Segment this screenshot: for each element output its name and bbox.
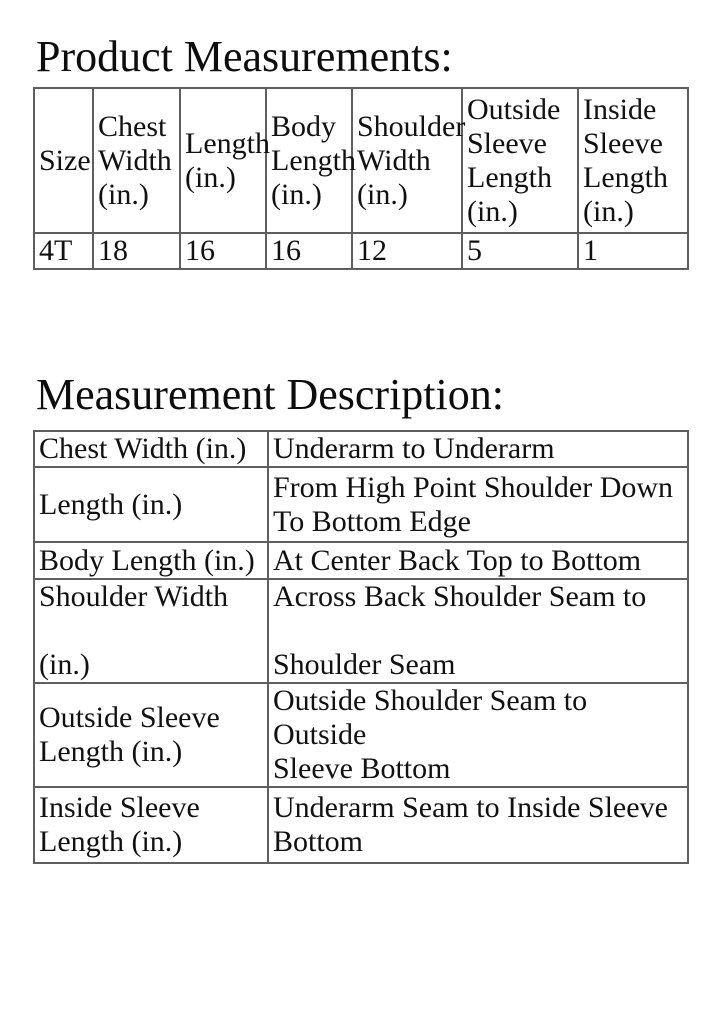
measurement-label-cell: Inside Sleeve Length (in.) (34, 787, 268, 863)
value-cell-shoulder-width: 12 (352, 233, 462, 269)
value-cell-inside-sleeve-length: 1 (578, 233, 688, 269)
header-cell-size: Size (34, 88, 93, 233)
header-cell-length: Length (in.) (180, 88, 266, 233)
header-cell-shoulder-width: Shoulder Width (in.) (352, 88, 462, 233)
measurement-description-table (33, 430, 689, 864)
description-row-outside-sleeve-length (34, 683, 688, 787)
value-cell-size: 4T (34, 233, 93, 269)
measurement-label-cell: Shoulder Width (in.) (34, 579, 268, 683)
measurement-description-cell: Underarm to Underarm (268, 431, 688, 467)
product-measurements-table (33, 87, 689, 270)
description-row-chest-width (34, 431, 688, 467)
measurement-description-cell: Outside Shoulder Seam to Outside Sleeve Bottom (268, 683, 688, 787)
description-row-body-length (34, 542, 688, 579)
description-row-inside-sleeve-length (34, 787, 688, 863)
description-row-shoulder-width (34, 579, 688, 683)
measurement-description-cell: At Center Back Top to Bottom (268, 542, 688, 579)
value-cell-outside-sleeve-length: 5 (462, 233, 578, 269)
measurement-label-cell: Body Length (in.) (34, 542, 268, 579)
value-cell-body-length: 16 (266, 233, 352, 269)
table-header-row (34, 88, 688, 233)
measurement-description-cell: From High Point Shoulder Down To Bottom Edge (268, 467, 688, 542)
header-cell-body-length: Body Length (in.) (266, 88, 352, 233)
value-cell-chest-width: 18 (93, 233, 180, 269)
header-cell-inside-sleeve-length: Inside Sleeve Length (in.) (578, 88, 688, 233)
measurement-description-cell: Underarm Seam to Inside Sleeve Bottom (268, 787, 688, 863)
table-data-row-4t (34, 233, 688, 269)
measurement-label-cell: Chest Width (in.) (34, 431, 268, 467)
measurement-label-cell: Length (in.) (34, 467, 268, 542)
description-row-length (34, 467, 688, 542)
value-cell-length: 16 (180, 233, 266, 269)
header-cell-chest-width: Chest Width (in.) (93, 88, 180, 233)
header-cell-outside-sleeve-length: Outside Sleeve Length (in.) (462, 88, 578, 233)
product-measurements-title: Product Measurements: (36, 32, 453, 81)
measurement-label-cell: Outside Sleeve Length (in.) (34, 683, 268, 787)
measurement-description-title: Measurement Description: (36, 370, 504, 419)
measurement-description-cell: Across Back Shoulder Seam to Shoulder Seam (268, 579, 688, 683)
